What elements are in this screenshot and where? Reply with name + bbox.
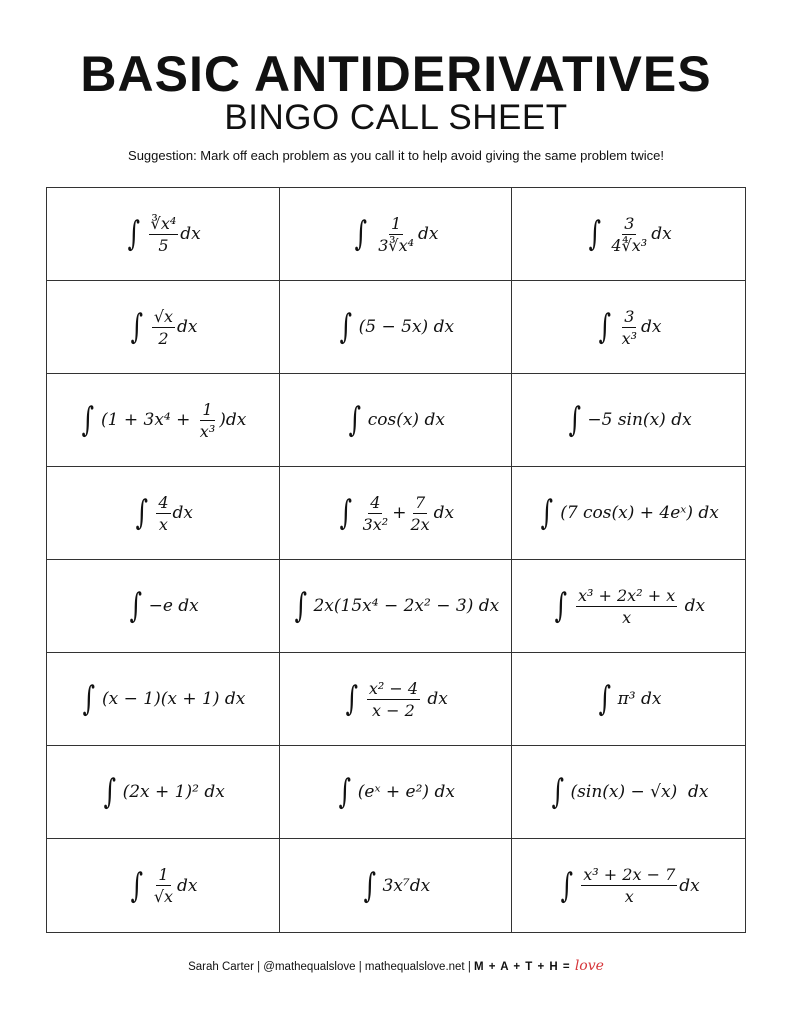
integral-sign: ∫ [541,493,554,533]
fraction [152,307,175,348]
expression-text: cos(x) dx [367,410,445,430]
integral-sign: ∫ [82,679,96,719]
page-title: BASIC ANTIDERIVATIVES [80,46,712,102]
denominator: x [624,887,634,906]
numerator: 4 [158,492,169,512]
integral-sign: ∫ [560,865,573,906]
footer [0,958,792,974]
fraction [198,400,217,441]
differential: dx [679,596,706,616]
integral-sign: ∫ [339,493,352,533]
denominator: 4∜x³ [611,235,648,255]
differential: dx [172,503,194,523]
integral-sign: ∫ [129,586,142,626]
integral-sign: ∫ [339,307,352,347]
problem-cell[interactable] [512,746,745,839]
fraction [609,214,649,255]
denominator: 3∛x⁴ [378,235,415,255]
footer-credits: Sarah Carter | @mathequalslove | mathequalslove.net | [188,961,475,973]
love-logo: love [574,958,604,974]
fraction [576,586,677,627]
problem-cell[interactable] [512,188,745,281]
problem-cell[interactable] [512,467,745,560]
problem-cell[interactable] [47,839,280,932]
differential: dx [177,875,198,896]
integral-sign: ∫ [355,214,368,254]
problem-cell[interactable] [280,653,513,746]
integral-sign: ∫ [551,772,564,812]
denominator: x [158,514,168,534]
problem-cell[interactable] [280,374,513,467]
problem-cell[interactable] [47,188,280,281]
problem-cell[interactable] [280,188,513,281]
problem-cell[interactable] [512,653,745,746]
problem-cell[interactable] [280,281,513,374]
page-subtitle: BINGO CALL SHEET [224,98,568,137]
problem-cell[interactable] [47,653,280,746]
fraction [361,493,391,534]
differential: dx [641,317,662,337]
problem-cell[interactable] [512,560,745,653]
problem-cell[interactable] [280,746,513,839]
problem-cell[interactable] [47,374,280,467]
integral-sign: ∫ [598,307,611,347]
numerator: 1 [202,399,213,419]
integral-sign: ∫ [81,400,95,440]
numerator: 3 [624,306,635,326]
fraction [156,493,170,534]
denominator: √x [153,887,174,906]
fraction [367,679,420,720]
differential: dx [679,875,700,896]
fraction [376,214,416,255]
bingo-call-table [46,187,746,933]
problem-cell[interactable] [280,467,513,560]
denominator: x³ [621,328,637,348]
integral-sign: ∫ [135,493,148,533]
fraction [149,214,179,255]
integral-sign: ∫ [568,400,581,440]
differential: dx [177,317,198,337]
expression-text: 3x⁷dx [382,875,431,896]
fraction [408,493,431,534]
expression-text: (2x + 1)² dx [122,782,225,802]
operator: + [392,503,407,523]
numerator: 1 [158,865,169,884]
numerator: ∛x⁴ [150,213,177,233]
problem-cell[interactable] [280,839,513,932]
problem-cell[interactable] [512,839,745,932]
integral-sign: ∫ [127,214,140,254]
expression-text: −e dx [148,596,199,616]
numerator: x³ + 2x² + x [577,585,676,605]
integral-sign: ∫ [130,307,144,347]
denominator: 3x² [362,514,389,534]
footer-brand: M + A + T + H = [474,961,575,973]
numerator: x³ + 2x − 7 [583,865,676,884]
numerator: 3 [624,213,635,233]
integral-sign: ∫ [338,772,352,812]
expression-text: (eˣ + e²) dx [357,782,455,802]
fraction [152,865,175,906]
numerator: 7 [414,492,426,512]
expression-text: (7 cos(x) + 4eˣ) dx [560,503,719,523]
expression-text: 2x(15x⁴ − 2x² − 3) dx [313,596,500,616]
problem-cell[interactable] [512,374,745,467]
denominator: 2x [410,514,430,534]
denominator: 5 [158,235,169,255]
differential: dx [422,689,448,709]
numerator: √x [153,306,174,326]
problem-cell[interactable] [47,467,280,560]
numerator: x² − 4 [368,678,419,698]
problem-cell[interactable] [280,560,513,653]
integral-sign: ∫ [588,214,601,254]
numerator: 4 [370,492,381,512]
expression-text: −5 sin(x) dx [587,410,692,430]
fraction [581,865,677,906]
differential: dx [418,224,439,244]
denominator: x³ [199,421,216,441]
numerator: 1 [391,213,402,233]
integral-sign: ∫ [554,586,568,626]
problem-cell[interactable] [47,281,280,374]
expression-text: (sin(x) − √x) dx [570,782,709,802]
integral-sign: ∫ [363,865,376,906]
problem-cell[interactable] [47,560,280,653]
integral-sign: ∫ [345,679,359,719]
integral-sign: ∫ [130,865,144,906]
expression-text: π³ dx [617,689,662,709]
denominator: x − 2 [372,700,415,720]
problem-cell[interactable] [47,746,280,839]
denominator: 2 [158,328,169,348]
suggestion-text: Suggestion: Mark off each problem as you call it to help avoid giving the same problem twice! [128,148,664,163]
differential: dx [433,503,455,523]
integral-sign: ∫ [103,772,116,812]
integral-sign: ∫ [348,400,362,440]
denominator: x [622,607,632,627]
integral-sign: ∫ [598,679,611,719]
fraction [620,307,639,348]
integral-sign: ∫ [294,586,307,626]
differential: dx [180,224,201,244]
expression-text: (x − 1)(x + 1) dx [102,689,246,709]
differential: )dx [219,410,247,430]
problem-cell[interactable] [512,281,745,374]
expression-text: (1 + 3x⁴ + [101,410,196,430]
differential: dx [651,224,672,244]
expression-text: (5 − 5x) dx [358,317,455,337]
